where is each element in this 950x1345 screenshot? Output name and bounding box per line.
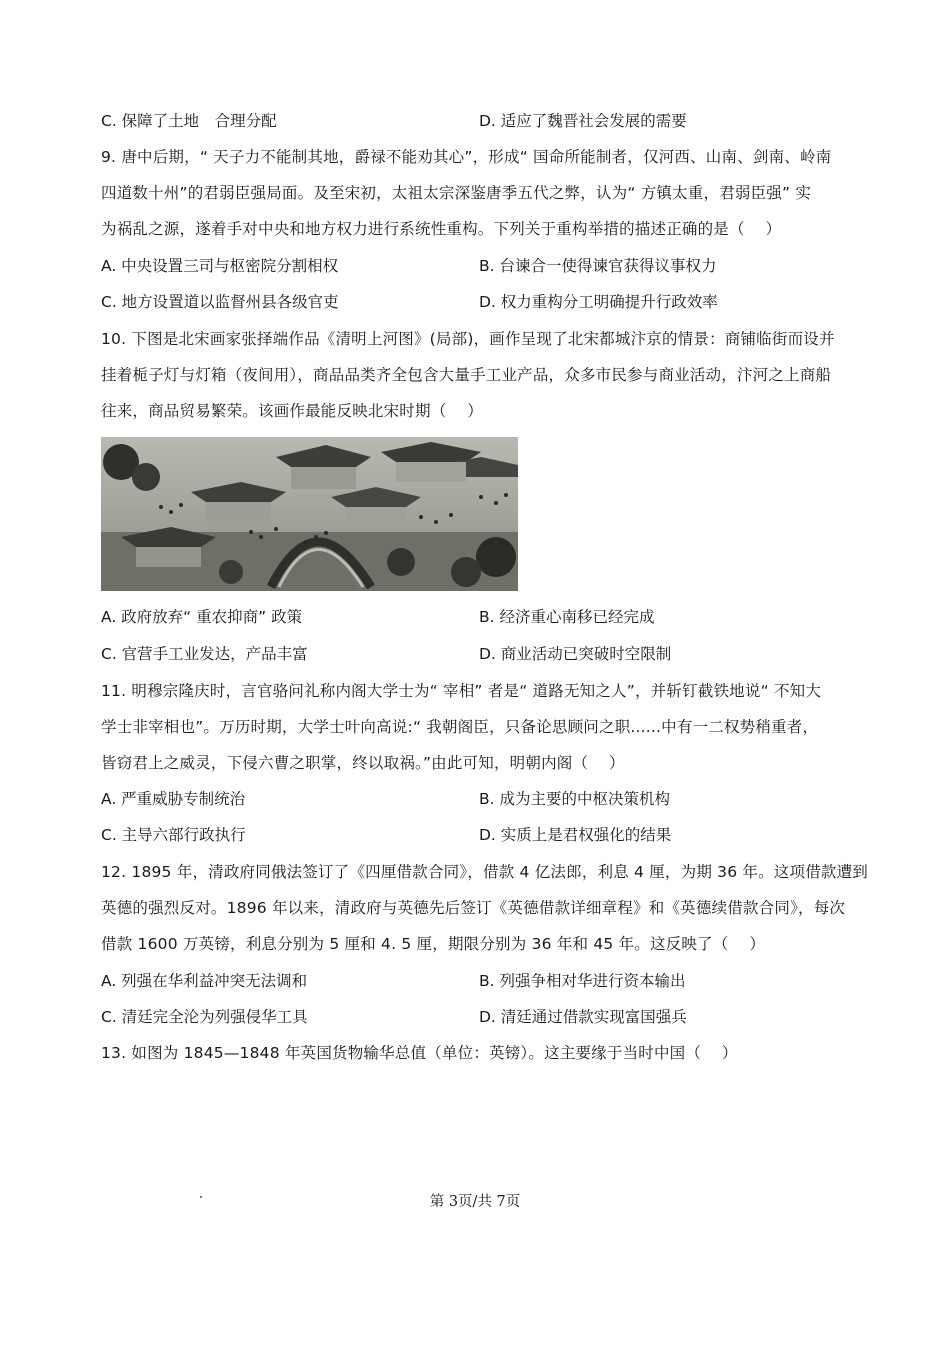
page-number: 第 3页/共 7页 <box>429 1194 521 1210</box>
q8-option-c: C. 保障了土地 合理分配 <box>101 112 277 130</box>
painting-illustration <box>101 437 518 591</box>
q8-option-d: D. 适应了魏晋社会发展的需要 <box>479 112 687 130</box>
q12-stem-line-3: 借款 1600 万英镑，利息分别为 5 厘和 4. 5 厘，期限分别为 36 年和 45 年。这反映了（ ） <box>101 935 766 953</box>
q10-option-c: C. 官营手工业发达，产品丰富 <box>101 645 308 663</box>
q10-stem-line-1: 10. 下图是北宋画家张择端作品《清明上河图》(局部)，画作呈现了北宋都城汴京的情景：商铺临街而设并 <box>101 330 835 348</box>
q12-option-b: B. 列强争相对华进行资本输出 <box>479 972 686 990</box>
q11-stem-line-2: 学士非宰相也”。万历时期，大学士叶向高说:“ 我朝阁臣，只备论思顾问之职......中有一二权势稍重者， <box>101 718 819 736</box>
q11-option-b: B. 成为主要的中枢决策机构 <box>479 790 670 808</box>
q10-option-a: A. 政府放弃“ 重农抑商” 政策 <box>101 608 303 626</box>
q10-option-d: D. 商业活动已突破时空限制 <box>479 645 672 663</box>
q11-stem-line-3: 皆窃君上之威灵，下侵六曹之职掌，终以取祸。”由此可知，明朝内阁（ ） <box>101 754 625 772</box>
q10-stem-line-2: 挂着栀子灯与灯箱（夜间用），商品品类齐全包含大量手工业产品，众多市民参与商业活动，汴河之上商船 <box>101 366 832 384</box>
q9-stem-line-3: 为祸乱之源，遂着手对中央和地方权力进行系统性重构。下列关于重构举措的描述正确的是（ ） <box>101 220 782 238</box>
q11-option-c: C. 主导六部行政执行 <box>101 826 246 844</box>
q9-option-c: C. 地方设置道以监督州县各级官吏 <box>101 293 339 311</box>
q12-stem-line-2: 英德的强烈反对。1896 年以来，清政府与英德先后签订《英德借款详细章程》和《英德续借款合同》，每次 <box>101 899 846 917</box>
q11-option-d: D. 实质上是君权强化的结果 <box>479 826 672 844</box>
q9-option-b: B. 台谏合一使得谏官获得议事权力 <box>479 257 717 275</box>
q10-option-b: B. 经济重心南移已经完成 <box>479 608 655 626</box>
q13-stem-line-1: 13. 如图为 1845—1848 年英国货物输华总值（单位：英镑）。这主要缘于当时中国（ ） <box>101 1044 738 1062</box>
q12-option-d: D. 清廷通过借款实现富国强兵 <box>479 1008 687 1026</box>
qingming-painting-image <box>101 437 518 591</box>
q11-stem-line-1: 11. 明穆宗隆庆时，言官骆问礼称内阁大学士为“ 宰相” 者是“ 道路无知之人”，并斩钉截铁地说“ 不知大 <box>101 682 822 700</box>
q12-option-c: C. 清廷完全沦为列强侵华工具 <box>101 1008 308 1026</box>
q9-stem-line-1: 9. 唐中后期，“ 天子力不能制其地，爵禄不能劝其心”，形成“ 国命所能制者，仅河西、山南、剑南、岭南 <box>101 148 832 166</box>
q10-stem-line-3: 往来，商品贸易繁荣。该画作最能反映北宋时期（ ） <box>101 402 483 420</box>
q11-option-a: A. 严重威胁专制统治 <box>101 790 246 808</box>
q9-option-a: A. 中央设置三司与枢密院分割相权 <box>101 257 339 275</box>
q9-option-d: D. 权力重构分工明确提升行政效率 <box>479 293 718 311</box>
q12-option-a: A. 列强在华利益冲突无法调和 <box>101 972 308 990</box>
q12-stem-line-1: 12. 1895 年，清政府同俄法签订了《四厘借款合同》，借款 4 亿法郎，利息 4 厘，为期 36 年。这项借款遭到 <box>101 863 869 881</box>
q9-stem-line-2: 四道数十州”的君弱臣强局面。及至宋初，太祖太宗深鉴唐季五代之弊，认为“ 方镇太重，君弱臣强” 实 <box>101 184 812 202</box>
